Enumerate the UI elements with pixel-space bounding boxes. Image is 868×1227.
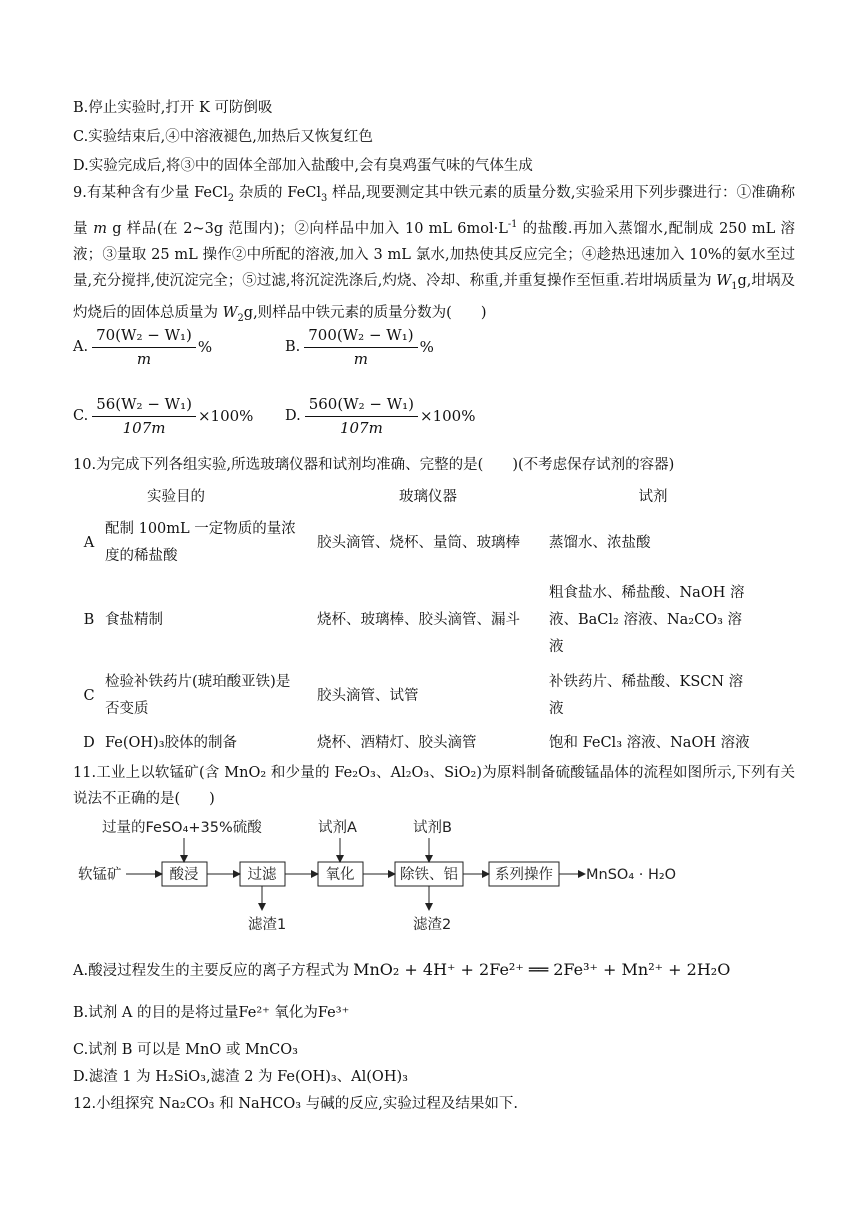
table-row: D Fe(OH)₃胶体的制备 烧杯、酒精灯、胶头滴管 饱和 FeCl₃ 溶液、NaOH 溶液 bbox=[83, 734, 750, 751]
column-header: 实验目的 bbox=[147, 488, 205, 505]
q9-stem: 9.有某种含有少量 FeCl$_2$ 杂质的 FeCl$_3$ 样品,现要测定其中铁元素的质量分数,实验采用下列步骤进行：①准确称量 m g 样品(在 2~3g 范围内)；②向样品中加入 10 mL $6mol\cdot L^{-1}$ 的盐酸.再加入蒸馏水,配制成 250 mL 溶液；③量取 25 mL 操作②中所配的溶液,加入 3 mL 氯水,加热使其反应完全；④趁热迅速加入 10%的氨水至过量,充分搅拌,使沉淀完全；⑤过滤,将沉淀洗涤后,灼烧、冷却、称重,并重复操作至恒重.若坩埚质量为 $W_1g$,坩埚及灼烧后的固体总质量为 $W_2g$,则样品中铁元素的质量分数为( ) bbox=[73, 185, 795, 324]
flow-box-label: 氧化 bbox=[325, 867, 355, 883]
flow-reagent-1: 过量的FeSO₄+35%硫酸 bbox=[102, 820, 262, 836]
q9-option-c: C. $\frac{\text{56(W₂ − W₁)}}{107m}$ ×100% bbox=[73, 395, 254, 437]
flow-box-label: 除铁、铝 bbox=[400, 867, 458, 883]
ionic-equation: MnO₂ + 4H⁺ + 2Fe²⁺ ══ 2Fe³⁺ + Mn²⁺ + 2H₂O bbox=[353, 960, 731, 979]
table-header-row bbox=[73, 482, 763, 512]
column-header: 玻璃仪器 bbox=[399, 488, 457, 505]
flow-reagent-b: 试剂B bbox=[413, 820, 452, 836]
q10-table bbox=[73, 482, 763, 760]
flow-residue-1: 滤渣1 bbox=[248, 917, 287, 933]
table-row: A 配制 100mL 一定物质的量浓度的稀盐酸 胶头滴管、烧杯、量筒、玻璃棒 蒸馏水、浓盐酸 bbox=[83, 521, 651, 564]
process-flow-diagram bbox=[78, 812, 718, 937]
q11-option-d: D.滤渣 1 为 H₂SiO₃,滤渣 2 为 Fe(OH)₃、Al(OH)₃ bbox=[73, 1069, 408, 1085]
q10-stem: 10.为完成下列各组实验,所选玻璃仪器和试剂均准确、完整的是( )(不考虑保存试剂的容器) bbox=[73, 457, 675, 473]
flow-product: MnSO₄ · H₂O bbox=[586, 867, 677, 883]
flow-box-label: 酸浸 bbox=[169, 867, 199, 883]
flow-start: 软锰矿 bbox=[78, 867, 122, 883]
table-row: B 食盐精制 烧杯、玻璃棒、胶头滴管、漏斗 粗食盐水、稀盐酸、NaOH 溶液、BaCl₂ 溶液、Na₂CO₃ 溶液 bbox=[83, 584, 745, 655]
column-header: 试剂 bbox=[638, 488, 668, 505]
flow-residue-2: 滤渣2 bbox=[413, 917, 452, 933]
q11-option-c: C.试剂 B 可以是 MnO 或 MnCO₃ bbox=[73, 1042, 298, 1058]
q8-option-c: C.实验结束后,④中溶液褪色,加热后又恢复红色 bbox=[73, 129, 373, 145]
q9-option-d: D. $\frac{\text{560(W₂ − W₁)}}{107m}$ ×100% bbox=[285, 395, 476, 437]
q12-stem: 12.小组探究 Na₂CO₃ 和 NaHCO₃ 与碱的反应,实验过程及结果如下. bbox=[73, 1096, 518, 1112]
q9-option-b: B. $\frac{\text{700(W₂ − W₁)}}{m}$ % bbox=[285, 326, 434, 368]
q8-option-b: B.停止实验时,打开 K 可防倒吸 bbox=[73, 100, 273, 116]
q11-stem: 11.工业上以软锰矿(含 MnO₂ 和少量的 Fe₂O₃、Al₂O₃、SiO₂)为原料制备硫酸锰晶体的流程如图所示,下列有关说法不正确的是( ) bbox=[73, 765, 795, 807]
table-row: C 检验补铁药片(琥珀酸亚铁)是否变质 胶头滴管、试管 补铁药片、稀盐酸、KSCN 溶液 bbox=[83, 674, 744, 717]
q11-option-a: A.酸浸过程发生的主要反应的离子方程式为 MnO₂ + 4H⁺ + 2Fe²⁺ ══ 2Fe³⁺ + Mn²⁺ + 2H₂O bbox=[73, 960, 731, 979]
q11-option-b: B.试剂 A 的目的是将过量Fe²⁺ 氧化为Fe³⁺ bbox=[73, 1005, 350, 1021]
flow-box-label: 系列操作 bbox=[495, 867, 553, 883]
flow-reagent-a: 试剂A bbox=[318, 820, 357, 836]
q9-option-a: A. $\frac{\text{70(W₂ − W₁)}}{m}$ % bbox=[73, 326, 213, 368]
q8-option-d: D.实验完成后,将③中的固体全部加入盐酸中,会有臭鸡蛋气味的气体生成 bbox=[73, 158, 533, 174]
flow-box-label: 过滤 bbox=[247, 867, 277, 883]
